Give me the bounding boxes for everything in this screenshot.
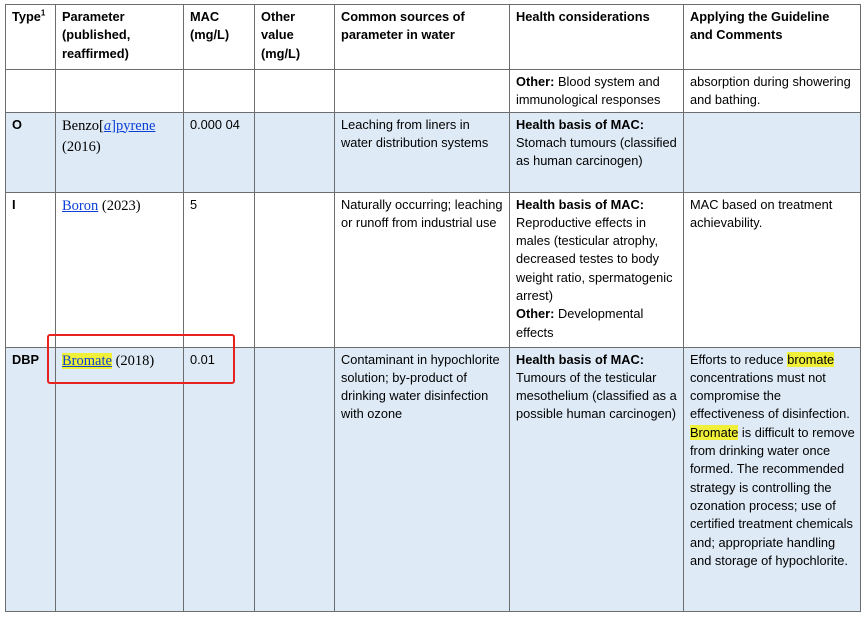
header-mac: MAC (mg/L): [184, 5, 255, 70]
parameter-link-bromate[interactable]: Bromate: [62, 352, 112, 369]
parameter-link-benzo-a-pyrene[interactable]: a]pyrene: [103, 117, 156, 134]
cell-mac: [184, 70, 255, 113]
cell-mac: 0.000 04: [184, 112, 255, 192]
header-sources: Common sources of parameter in water: [335, 5, 510, 70]
cell-other: [255, 192, 335, 347]
cell-health: Other: Blood system and immunological responses: [510, 70, 684, 113]
cell-parameter: Benzo[a]pyrene (2016): [56, 112, 184, 192]
table-row: [6, 192, 861, 347]
header-applying: Applying the Guideline and Comments: [684, 5, 861, 70]
table-row: [6, 70, 861, 113]
cell-sources: Naturally occurring; leaching or runoff from industrial use: [335, 192, 510, 347]
cell-applying: absorption during showering and bathing.: [684, 70, 861, 113]
header-row: [6, 5, 861, 70]
search-highlight: Bromate: [690, 424, 739, 440]
cell-type: [6, 70, 56, 113]
header-parameter: Parameter (published, reaffirmed): [56, 5, 184, 70]
cell-other: [255, 347, 335, 611]
cell-parameter: Bromate (2018): [56, 347, 184, 611]
header-type: Type$^1$: [6, 5, 56, 70]
header-health: Health considerations: [510, 5, 684, 70]
cell-parameter: [56, 70, 184, 113]
cell-health: Health basis of MAC: Stomach tumours (classified as human carcinogen): [510, 112, 684, 192]
guideline-table: [5, 4, 861, 612]
cell-type: I: [6, 192, 56, 347]
cell-type: O: [6, 112, 56, 192]
table-row: [6, 347, 861, 611]
cell-other: [255, 112, 335, 192]
cell-applying: Efforts to reduce bromate concentrations must not compromise the effectiveness of disinfection. Bromate is difficult to remove from drinking water once formed. The recommended strategy is controlling the ozonation process; use of certified treatment chemicals and; appropriate handling and storage of hypochlorite.: [684, 347, 861, 611]
cell-parameter: Boron (2023): [56, 192, 184, 347]
cell-applying: MAC based on treatment achievability.: [684, 192, 861, 347]
cell-mac: 0.01: [184, 347, 255, 611]
cell-health: Health basis of MAC: Tumours of the testicular mesothelium (classified as a possible human carcinogen): [510, 347, 684, 611]
cell-mac: 5: [184, 192, 255, 347]
cell-sources: [335, 70, 510, 113]
table-row: [6, 112, 861, 192]
cell-other: [255, 70, 335, 113]
cell-type: DBP: [6, 347, 56, 611]
cell-sources: Contaminant in hypochlorite solution; by-product of drinking water disinfection with ozone: [335, 347, 510, 611]
header-other-value: Other value (mg/L): [255, 5, 335, 70]
annotation-box: [47, 334, 235, 384]
cell-applying: [684, 112, 861, 192]
cell-sources: Leaching from liners in water distribution systems: [335, 112, 510, 192]
cell-health: Health basis of MAC: Reproductive effects in males (testicular atrophy, decreased testes to body weight ratio, spermatogenic arrest) Other: Developmental effects: [510, 192, 684, 347]
search-highlight: bromate: [787, 351, 835, 367]
parameter-link-boron[interactable]: Boron: [62, 197, 99, 214]
